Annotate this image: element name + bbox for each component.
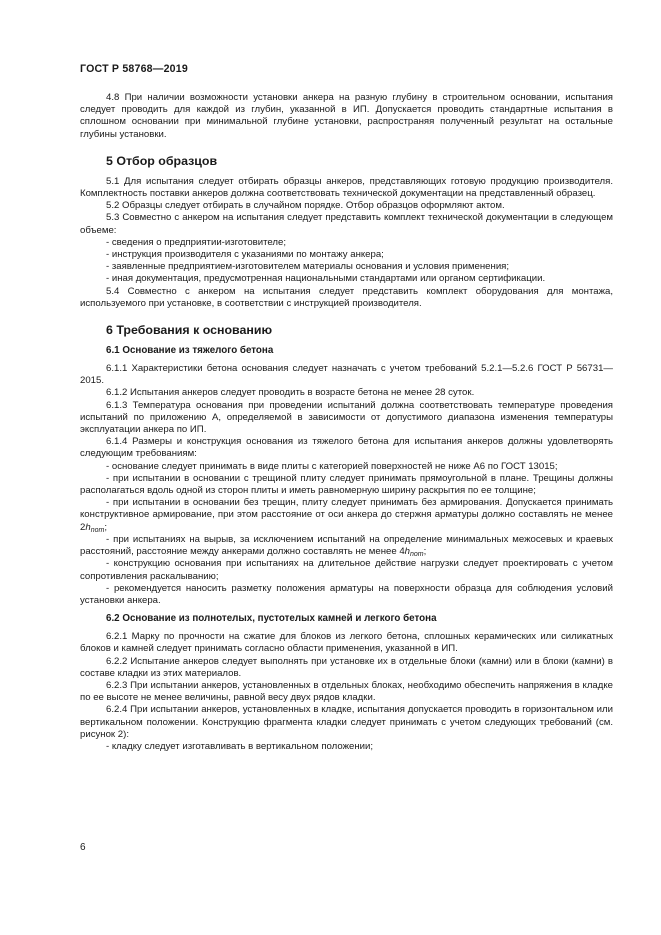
list-item-anchor-spacing: - при испытаниях на вырыв, за исключением испытаний на определение минимальных межосевых и краевых расстояний, расстояние между анкерами должно составлять не менее $4h_{nom}$; [80, 533, 613, 559]
section-5-heading: 5 Отбор образцов [106, 153, 218, 168]
clause-6-1-4: 6.1.4 Размеры и конструкция основания из тяжелого бетона для испытания анкеров должны удовлетворять следующим требованиям: [80, 436, 613, 460]
clause-6-2-2: 6.2.2 Испытание анкеров следует выполнять при установке их в отдельные блоки (камни) или в блоки (камни) в составе кладки из этих материалов. [80, 655, 613, 679]
list-item: - рекомендуется наносить разметку положения арматуры на поверхности образца для соблюдения условий установки анкера. [80, 582, 613, 606]
clause-6-1-2: 6.1.2 Испытания анкеров следует проводить в возрасте бетона не менее 28 суток. [106, 387, 475, 399]
clause-6-1-1: 6.1.1 Характеристики бетона основания следует назначать с учетом требований 5.2.1—5.2.6 ГОСТ Р 56731—2015. [80, 363, 613, 387]
list-item-reinforcement-distance: - при испытании в основании без трещин, плиту следует принимать без армирования. Допускается принимать конструктивное армирование, при этом расстояние от оси анкера до стержня арматуры должно составлять не менее $2h_{nom}$; [80, 497, 613, 534]
clause-5-4: 5.4 Совместно с анкером на испытания следует представить комплект оборудования для монтажа, используемого при установке, в соответствии с инструкцией производителя. [80, 285, 613, 309]
list-item: - основание следует принимать в виде плиты с категорией поверхностей не ниже А6 по ГОСТ 13015; [106, 460, 558, 472]
page-number: 6 [80, 842, 86, 853]
clause-6-2-4: 6.2.4 При испытании анкеров, установленных в кладке, испытания допускается проводить в горизонтальном или вертикальном положении. Конструкцию фрагмента кладки следует принимать с учетом следующих требований (см. рисунок 2): [80, 704, 613, 740]
list-item: - инструкция производителя с указаниями по монтажу анкера; [106, 249, 384, 261]
subsection-6-2-heading: 6.2 Основание из полнотелых, пустотелых камней и легкого бетона [106, 613, 437, 625]
page-header-standard-code: ГОСТ Р 58768—2019 [80, 63, 188, 75]
list-item: - сведения о предприятии-изготовителе; [106, 236, 287, 248]
section-6-heading: 6 Требования к основанию [106, 323, 273, 338]
clause-6-2-3: 6.2.3 При испытании анкеров, установленных в отдельных блоках, необходимо обеспечить напряжения в кладке по ее высоте не менее величины, равной весу двух рядов кладки. [80, 679, 613, 704]
list-item: - конструкцию основания при испытаниях на длительное действие нагрузки следует проектировать с учетом сопротивления раскалыванию; [80, 558, 613, 582]
list-item: - кладку следует изготавливать в вертикальном положении; [106, 740, 374, 752]
list-item: - иная документация, предусмотренная национальными стандартами или органом сертификации. [106, 273, 546, 285]
clause-4-8: 4.8 При наличии возможности установки анкера на разную глубину в строительном основании, испытания следует проводить для каждой из глубин, указанной в ИП. Допускается проводить стандартные испытания в сплошном основании при минимальной глубине установки, распространяя полученный результат на остальные глубины установки. [80, 92, 613, 140]
clause-5-2: 5.2 Образцы следует отбирать в случайном порядке. Отбор образцов оформляют актом. [106, 200, 505, 212]
clause-5-1: 5.1 Для испытания следует отбирать образцы анкеров, представляющих готовую продукцию производителя. Комплектность поставки анкеров должна соответствовать технической документации на представленный образец. [80, 175, 613, 200]
subsection-6-1-heading: 6.1 Основание из тяжелого бетона [106, 345, 274, 357]
clause-6-1-3: 6.1.3 Температура основания при проведении испытаний должна соответствовать температуре проведения испытаний по приложению А, определяемой в зависимости от допустимого диапазона изменения температуры эксплуатации анкера по ИП. [80, 399, 613, 436]
clause-6-2-1: 6.2.1 Марку по прочности на сжатие для блоков из легкого бетона, сплошных керамических или силикатных блоков и камней следует принимать согласно области применения, указанной в ИП. [80, 631, 613, 655]
document-body [80, 92, 613, 753]
clause-5-3: 5.3 Совместно с анкером на испытания следует представить комплект технической документации в следующем объеме: [80, 212, 613, 236]
list-item: - заявленные предприятием-изготовителем материалы основания и условия применения; [106, 261, 510, 273]
list-item: - при испытании в основании с трещиной плиту следует принимать прямоугольной в плане. Трещины должны располагаться вдоль одной из сторон плиты и иметь равномерную ширину раскрытия по ее толщине; [80, 472, 613, 497]
